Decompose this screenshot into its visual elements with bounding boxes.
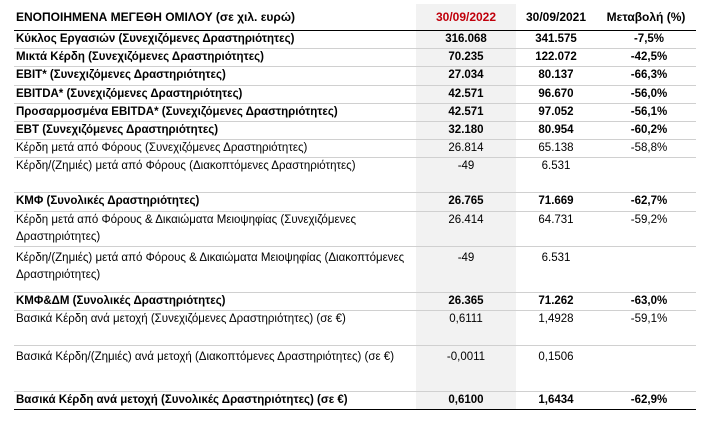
table-row	[14, 140, 696, 158]
value-change: -63,0%	[596, 293, 696, 311]
value-2021: 1,4928	[516, 311, 596, 346]
value-change: -66,3%	[596, 67, 696, 85]
row-label: Βασικά Κέρδη/(Ζημιές) ανά μετοχή (Διακοπτόμενες Δραστηριότητες) (σε €)	[14, 346, 416, 392]
value-2021: 0,1506	[516, 346, 596, 392]
value-2021: 71.262	[516, 293, 596, 311]
header-2021: 30/09/2021	[516, 4, 596, 31]
value-2021: 65.138	[516, 140, 596, 158]
value-2022: 42.571	[416, 85, 516, 103]
financial-table-frame	[14, 4, 696, 424]
header-label: ΕΝΟΠΟΙΗΜΕΝΑ ΜΕΓΕΘΗ ΟΜΙΛΟΥ (σε χιλ. ευρώ)	[14, 4, 416, 31]
value-change	[596, 346, 696, 392]
value-2022: -0,0011	[416, 346, 516, 392]
value-change	[596, 158, 696, 193]
value-2022: 26.814	[416, 140, 516, 158]
value-2021: 6.531	[516, 247, 596, 293]
value-2022: 32.180	[416, 122, 516, 140]
row-label: EBITDA* (Συνεχιζόμενες Δραστηριότητες)	[14, 85, 416, 103]
value-2022: -49	[416, 247, 516, 293]
row-label: Κέρδη/(Ζημιές) μετά από Φόρους (Διακοπτόμενες Δραστηριότητες)	[14, 158, 416, 193]
row-label: Μικτά Κέρδη (Συνεχιζόμενες Δραστηριότητες)	[14, 49, 416, 67]
value-2021: 80.137	[516, 67, 596, 85]
row-label: Κέρδη μετά από Φόρους (Συνεχιζόμενες Δραστηριότητες)	[14, 140, 416, 158]
row-label: EBIT* (Συνεχιζόμενες Δραστηριότητες)	[14, 67, 416, 85]
table-row	[14, 311, 696, 346]
row-label: ΚΜΦ (Συνολικές Δραστηριότητες)	[14, 193, 416, 211]
value-change: -60,2%	[596, 122, 696, 140]
value-2022: 27.034	[416, 67, 516, 85]
value-2021: 96.670	[516, 85, 596, 103]
value-2021: 97.052	[516, 103, 596, 121]
table-row	[14, 193, 696, 211]
row-label: Βασικά Κέρδη ανά μετοχή (Συνεχιζόμενες Δραστηριότητες) (σε €)	[14, 311, 416, 346]
value-2021: 1,6434	[516, 392, 596, 410]
value-2022: -49	[416, 158, 516, 193]
table-row	[14, 247, 696, 293]
row-label: ΚΜΦ&ΔΜ (Συνολικές Δραστηριότητες)	[14, 293, 416, 311]
value-change	[596, 247, 696, 293]
value-2021: 64.731	[516, 211, 596, 246]
value-change: -59,1%	[596, 311, 696, 346]
table-row	[14, 49, 696, 67]
row-label: Κέρδη μετά από Φόρους & Δικαιώματα Μειοψηφίας (Συνεχιζόμενες Δραστηριότητες)	[14, 211, 416, 246]
value-change: -7,5%	[596, 31, 696, 49]
value-change: -56,1%	[596, 103, 696, 121]
value-2021: 122.072	[516, 49, 596, 67]
value-change: -56,0%	[596, 85, 696, 103]
value-change: -62,9%	[596, 392, 696, 410]
value-2021: 71.669	[516, 193, 596, 211]
value-change: -59,2%	[596, 211, 696, 246]
value-2021: 80.954	[516, 122, 596, 140]
value-2022: 42.571	[416, 103, 516, 121]
table-row	[14, 67, 696, 85]
value-change: -62,7%	[596, 193, 696, 211]
table-row	[14, 392, 696, 410]
value-2022: 0,6111	[416, 311, 516, 346]
value-change: -42,5%	[596, 49, 696, 67]
value-2021: 341.575	[516, 31, 596, 49]
table-header-row	[14, 4, 696, 31]
value-change: -58,8%	[596, 140, 696, 158]
row-label: Κύκλος Εργασιών (Συνεχιζόμενες Δραστηριότητες)	[14, 31, 416, 49]
value-2022: 26.414	[416, 211, 516, 246]
row-label: EBT (Συνεχιζόμενες Δραστηριότητες)	[14, 122, 416, 140]
value-2022: 70.235	[416, 49, 516, 67]
table-row	[14, 211, 696, 246]
value-2022: 26.765	[416, 193, 516, 211]
value-2022: 26.365	[416, 293, 516, 311]
table-row	[14, 31, 696, 49]
row-label: Προσαρμοσμένα EBITDA* (Συνεχιζόμενες Δραστηριότητες)	[14, 103, 416, 121]
value-2021: 6.531	[516, 158, 596, 193]
header-change: Μεταβολή (%)	[596, 4, 696, 31]
table-row	[14, 293, 696, 311]
table-row	[14, 103, 696, 121]
value-2022: 316.068	[416, 31, 516, 49]
table-row	[14, 85, 696, 103]
row-label: Κέρδη/(Ζημιές) μετά από Φόρους & Δικαιώματα Μειοψηφίας (Διακοπτόμενες Δραστηριότητες)	[14, 247, 416, 293]
table-row	[14, 122, 696, 140]
header-2022: 30/09/2022	[416, 4, 516, 31]
table-row	[14, 346, 696, 392]
table-row	[14, 158, 696, 193]
financial-results-table	[14, 4, 696, 410]
value-2022: 0,6100	[416, 392, 516, 410]
row-label: Βασικά Κέρδη ανά μετοχή (Συνολικές Δραστηριότητες) (σε €)	[14, 392, 416, 410]
